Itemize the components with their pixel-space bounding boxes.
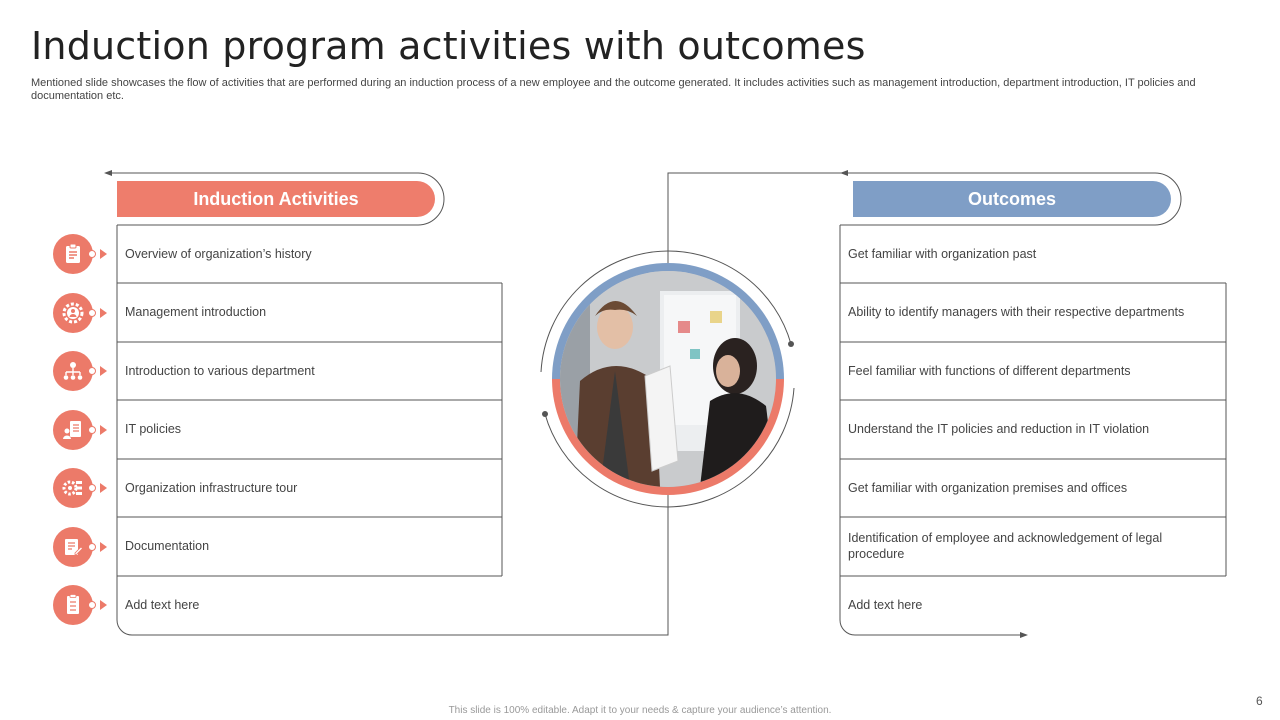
pointer-arrow-icon — [100, 425, 107, 435]
connector-dot — [88, 426, 96, 434]
activity-row — [117, 459, 502, 517]
arc-dot-right — [788, 341, 794, 347]
activity-label: Documentation — [125, 539, 210, 553]
outcome-label: Ability to identify managers with their respective departments — [848, 305, 1185, 319]
footer-note: This slide is 100% editable. Adapt it to your needs & capture your audience’s attention. — [448, 705, 832, 716]
activity-label: Management introduction — [125, 305, 267, 319]
activities-heading: Induction Activities — [117, 181, 435, 217]
activity-label: Overview of organization’s history — [125, 247, 312, 261]
connector-dot — [88, 543, 96, 551]
outcome-row — [840, 517, 1226, 575]
pointer-arrow-icon — [100, 308, 107, 318]
photo-ring — [552, 263, 784, 495]
pointer-arrow-icon — [100, 600, 107, 610]
team-photo — [560, 271, 776, 487]
checklist-person-icon — [53, 410, 93, 450]
outcome-label: Understand the IT policies and reduction in IT violation — [848, 422, 1150, 436]
activity-row — [117, 283, 502, 341]
page-number: 6 — [1256, 694, 1263, 708]
document-pen-icon — [53, 527, 93, 567]
slide-subtitle: Mentioned slide showcases the flow of activities that are performed during an induction process of a new employee and the outcome generated. It includes activities such as management introduction, department introduction, IT policies and documentation etc. — [31, 77, 1196, 102]
gear-person-icon — [53, 293, 93, 333]
outcome-label: Get familiar with organization past — [848, 247, 1037, 261]
activity-label: Introduction to various department — [125, 364, 315, 378]
slide-title: Induction program activities with outcomes — [31, 24, 866, 68]
activity-row — [117, 576, 502, 634]
activity-label: IT policies — [125, 422, 182, 436]
connector-dot — [88, 484, 96, 492]
arc-dot-left — [542, 411, 548, 417]
outcome-row — [840, 225, 1226, 283]
outcome-row — [840, 576, 1226, 634]
activity-row — [117, 517, 502, 575]
outcome-row — [840, 400, 1226, 458]
pointer-arrow-icon — [100, 366, 107, 376]
connector-dot — [88, 367, 96, 375]
activity-label: Organization infrastructure tour — [125, 481, 298, 495]
outcome-label: Add text here — [848, 598, 923, 612]
left-loop-arrowhead — [104, 170, 112, 176]
outcome-label: Get familiar with organization premises and offices — [848, 481, 1128, 495]
activity-row — [117, 225, 502, 283]
pointer-arrow-icon — [100, 249, 107, 259]
outcomes-heading: Outcomes — [853, 181, 1171, 217]
outcome-row — [840, 459, 1226, 517]
clipboard-icon — [53, 234, 93, 274]
org-chart-icon — [53, 351, 93, 391]
connector-dot — [88, 250, 96, 258]
connector-dot — [88, 601, 96, 609]
activity-label: Add text here — [125, 598, 200, 612]
right-loop-arrowhead — [840, 170, 848, 176]
outcome-label: Identification of employee and acknowledgement of legal procedure — [848, 531, 1163, 561]
activity-row — [117, 342, 502, 400]
outcome-label: Feel familiar with functions of different departments — [848, 364, 1131, 378]
connector-dot — [88, 309, 96, 317]
outcome-row — [840, 342, 1226, 400]
pointer-arrow-icon — [100, 542, 107, 552]
activity-row — [117, 400, 502, 458]
pointer-arrow-icon — [100, 483, 107, 493]
gear-list-icon — [53, 468, 93, 508]
outcome-row — [840, 283, 1226, 341]
checklist-icon — [53, 585, 93, 625]
